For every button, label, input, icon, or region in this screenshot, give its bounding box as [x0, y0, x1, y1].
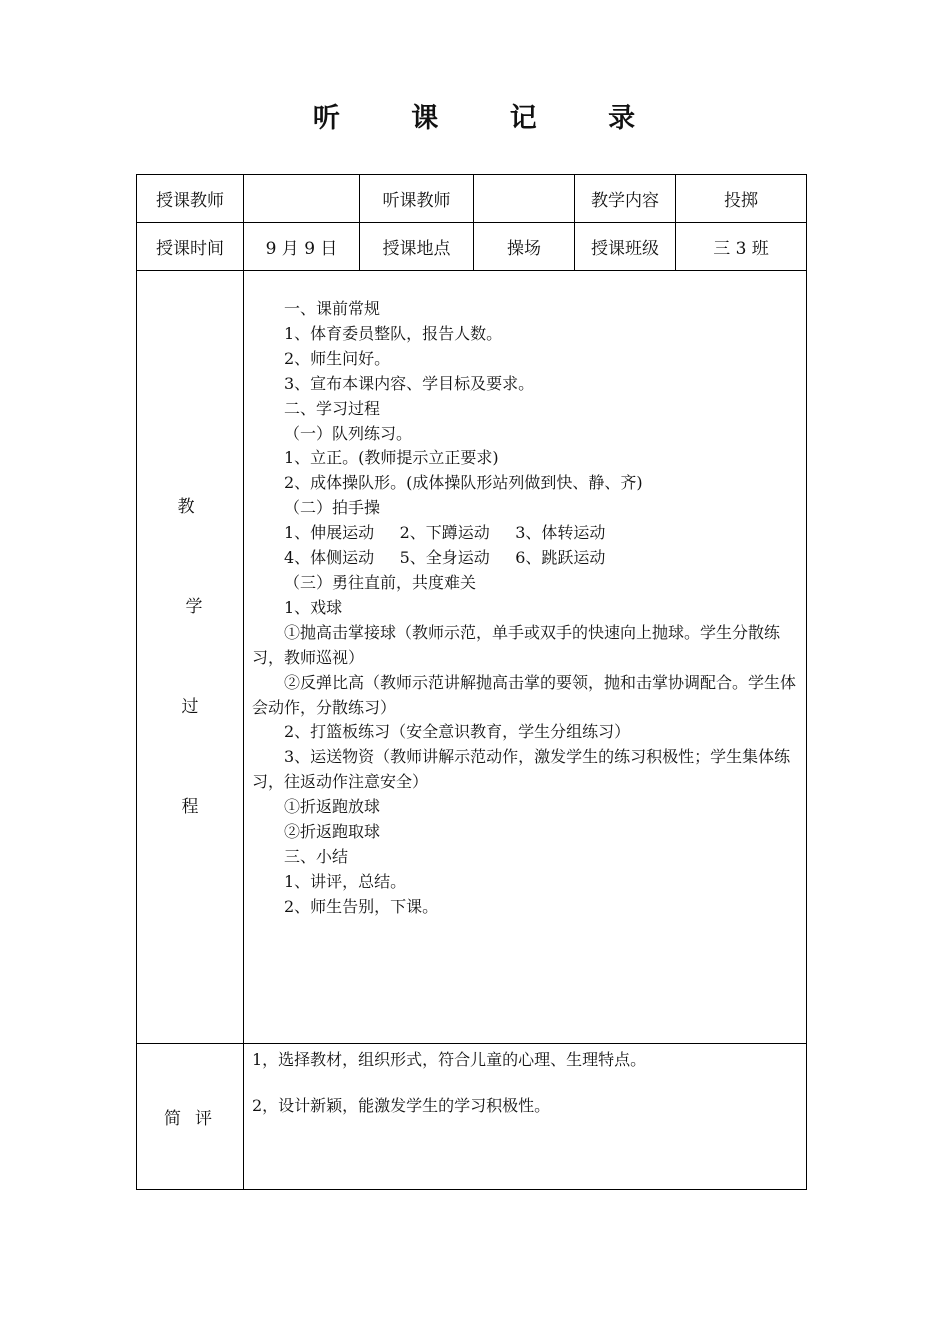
process-label-char: 学: [185, 597, 203, 617]
page-title: 听 课 记 录: [312, 103, 638, 134]
process-paragraph: ②反弹比高（教师示范讲解抛高击掌的要领，抛和击掌协调配合。学生体会动作，分散练习）: [252, 672, 797, 717]
class-value: 三 3 班: [676, 223, 807, 271]
place-label: 授课地点: [360, 223, 474, 271]
place-value: 操场: [474, 223, 575, 271]
review-line: 1，选择教材，组织形式，符合儿童的心理、生理特点。: [252, 1050, 647, 1069]
observer-label: 听课教师: [360, 175, 474, 223]
process-line: 二、学习过程: [284, 398, 381, 418]
process-label: [137, 271, 244, 1044]
review-row: [137, 1044, 807, 1190]
process-line: 3、宣布本课内容、学目标及要求。: [284, 373, 535, 393]
process-line: （二）拍手操: [284, 498, 381, 518]
process-line: （三）勇往直前，共度难关: [284, 572, 477, 592]
process-line: 1、立正。(教师提示立正要求): [284, 448, 499, 468]
lesson-record-table: [136, 174, 807, 1190]
content-value: 投掷: [676, 175, 807, 223]
process-line: 1、讲评，总结。: [284, 871, 407, 891]
process-line: 1、体育委员整队，报告人数。: [284, 323, 503, 343]
process-label-char: 过: [181, 697, 199, 717]
process-line: 2、师生告别，下课。: [284, 896, 439, 916]
observer-value: [474, 175, 575, 223]
header-row-2: [137, 223, 807, 271]
process-paragraph: ①抛高击掌接球（教师示范，单手或双手的快速向上抛球。学生分散练习，教师巡视）: [252, 622, 781, 667]
process-line: 1、戏球: [284, 597, 343, 617]
process-line: 一、课前常规: [284, 299, 381, 318]
process-line: 2、师生问好。: [284, 348, 391, 368]
process-line: 4、体侧运动 5、全身运动 6、跳跃运动: [284, 548, 606, 568]
process-text: [244, 271, 806, 920]
review-content-cell: [244, 1044, 807, 1190]
review-line: 2，设计新颖，能激发学生的学习积极性。: [252, 1096, 551, 1115]
process-content-cell: [244, 271, 807, 1044]
teacher-label: 授课教师: [137, 175, 244, 223]
class-label: 授课班级: [575, 223, 676, 271]
header-row-1: [137, 175, 807, 223]
process-label-char: 程: [181, 797, 199, 817]
process-line: 2、成体操队形。(成体操队形站列做到快、静、齐): [284, 473, 643, 493]
teacher-value: [244, 175, 360, 223]
review-text: [244, 1044, 806, 1118]
time-label: 授课时间: [137, 223, 244, 271]
process-row: [137, 271, 807, 1044]
process-paragraph: 3、运送物资（教师讲解示范动作，激发学生的练习积极性；学生集体练习，往返动作注意安全）: [252, 747, 791, 792]
time-value: 9 月 9 日: [244, 223, 360, 271]
review-label: 简评: [137, 1044, 244, 1190]
process-line: （一）队列练习。: [284, 423, 413, 443]
process-line: ①折返跑放球: [284, 797, 381, 817]
process-line: 1、伸展运动 2、下蹲运动 3、体转运动: [284, 523, 606, 543]
process-line: 三、小结: [284, 846, 349, 866]
process-line: ②折返跑取球: [284, 822, 381, 842]
process-line: 2、打篮板练习（安全意识教育，学生分组练习）: [284, 722, 631, 742]
process-label-char: 教: [177, 497, 195, 517]
content-label: 教学内容: [575, 175, 676, 223]
